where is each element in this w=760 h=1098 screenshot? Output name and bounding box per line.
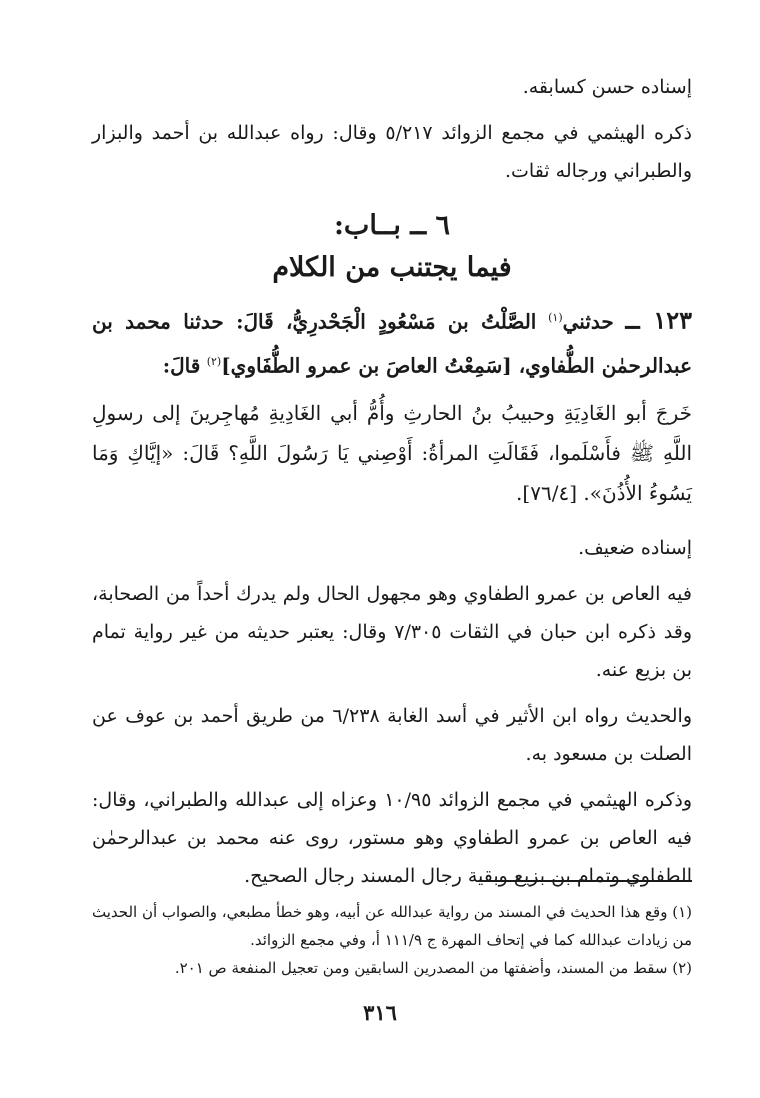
chapter-title: فيما يجتنب من الكلام (272, 252, 512, 283)
footnote-2: (٢) سقط من المسند، وأضفتها من المصدرين السابقين ومن تعجيل المنفعة ص ٢٠١. (174, 959, 692, 977)
chain-end: قالَ: (162, 353, 201, 378)
isnad-grade-intro: إسناده حسن كسابقه. (522, 76, 692, 98)
chapter-number: ٦ ــ بــاب: (333, 210, 451, 241)
page-number: ٣١٦ (363, 1000, 397, 1025)
chain-narrators: الصَّلْتُ بن مَسْعُودٍ الْجَحْدرِيُّ، قَالَ: حدثنا محمد بن عبدالرحمٰن الطُّفاوي، [سَمِعْتُ العاصَ بن عمرو الطُّفَاوي] (92, 309, 692, 378)
footnote-marker-1: (١) (548, 311, 563, 324)
footnote-marker-2: (٢) (206, 354, 222, 368)
hadith-chain (92, 298, 692, 385)
footnote-block (92, 880, 692, 982)
commentary-paragraph: وذكره الهيثمي في مجمع الزوائد ١٠/٩٥ وعزاه إلى عبدالله والطبراني، وقال: فيه العاص بن عمرو الطفاوي وهو مستور، روى عنه محمد بن عبدالرحمٰن الطفاوي وتمام بن بزيع وبقية رجال المسند رجال الصحيح. (92, 789, 692, 888)
hadith-matn: خَرجَ أبو الغَادِيَةِ وحبيبُ بنُ الحارثِ وأُمُّ أبي الغَادِيةِ مُهاجِرينَ إلى رسولِ اللَّهِ ﷺ فأَسْلَموا، فَقَالَتِ المرأةُ: أَوْصِني يَا رَسُولَ اللَّهِ؟ قَالَ: «إيَّاكِ وَمَا يَسُوءُ الأُذُنَ». [٧٦/٤]. (92, 401, 692, 506)
footnotes (92, 880, 692, 982)
commentary-grade: إسناده ضعيف. (578, 537, 692, 560)
chain-start: حدثني (562, 309, 614, 334)
page-body (92, 68, 692, 895)
hadith-number: ١٢٣ ــ (625, 305, 693, 335)
commentary-paragraph: فيه العاص بن عمرو الطفاوي وهو مجهول الحال ولم يدرك أحداً من الصحابة، وقد ذكره ابن حبان في الثقات ٧/٣٠٥ وقال: يعتبر حديثه من غير رواية تمام بن بزيع عنه. (92, 583, 693, 682)
takhrij-intro: ذكره الهيثمي في مجمع الزوائد ٥/٢١٧ وقال: رواه عبدالله بن أحمد والبزار والطبراني ورجاله ثقات. (92, 122, 692, 182)
footnote-separator (480, 880, 692, 882)
footnote-1: (١) وقع هذا الحديث في المسند من رواية عبدالله عن أبيه، وهو خطأ مطبعي، والصواب أن الحديث من زيادات عبدالله كما في إتحاف المهرة ج ١١١/٩ أ، وفي مجمع الزوائد. (92, 903, 692, 949)
commentary-paragraph: والحديث رواه ابن الأثير في أسد الغابة ٦/٢٣٨ من طريق أحمد بن عوف عن الصلت بن مسعود به. (92, 705, 692, 766)
